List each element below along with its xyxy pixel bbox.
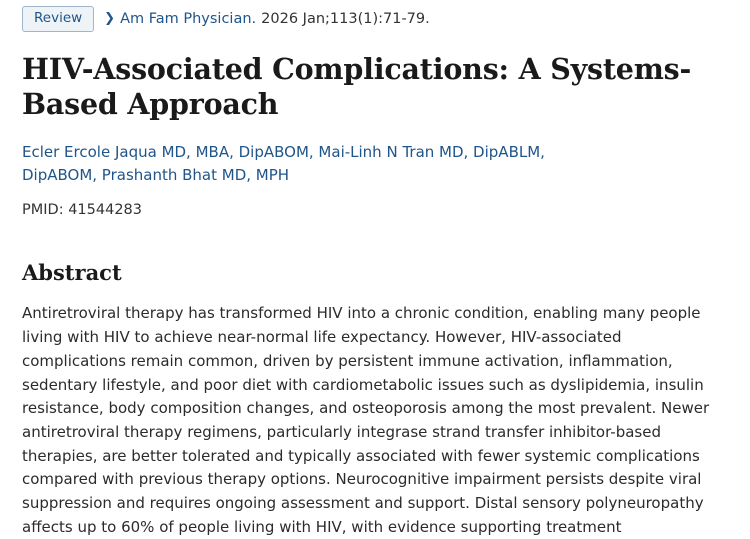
- page-title: HIV-Associated Complications: A Systems-Based Approach: [22, 52, 692, 121]
- journal-citation[interactable]: [104, 11, 430, 27]
- chevron-right-icon: ❯: [104, 11, 116, 26]
- citation-details: 2026 Jan;113(1):71-79.: [261, 11, 430, 27]
- pmid-label: PMID: 41544283: [22, 202, 142, 219]
- publication-type-badge[interactable]: Review: [22, 6, 94, 33]
- citation-line: [22, 0, 726, 33]
- journal-name-link[interactable]: Am Fam Physician.: [120, 11, 257, 27]
- abstract-text: Antiretroviral therapy has transformed HIV into a chronic condition, enabling many people living with HIV to achieve near-normal life expectancy. However, HIV-associated complications remain common, driven by persistent immune activation, inflammation, sedentary lifestyle, and poor diet with cardiometabolic issues such as dyslipidemia, insulin resistance, body composition changes, and osteoporosis among the most prevalent. Newer antiretroviral therapy regimens, particularly integrase strand transfer inhibitor-based therapies, are better tolerated and typically associated with fewer systemic complications compared with previous therapy options. Neurocognitive impairment persists despite viral suppression and requires ongoing assessment and support. Distal sensory polyneuropathy affects up to 60% of people living with HIV, with evidence supporting treatment: [22, 304, 710, 536]
- author-list[interactable]: Ecler Ercole Jaqua MD, MBA, DipABOM, Mai-Linh N Tran MD, DipABLM, DipABOM, Prashanth Bhat MD, MPH: [22, 142, 545, 184]
- abstract-heading: Abstract: [22, 260, 122, 286]
